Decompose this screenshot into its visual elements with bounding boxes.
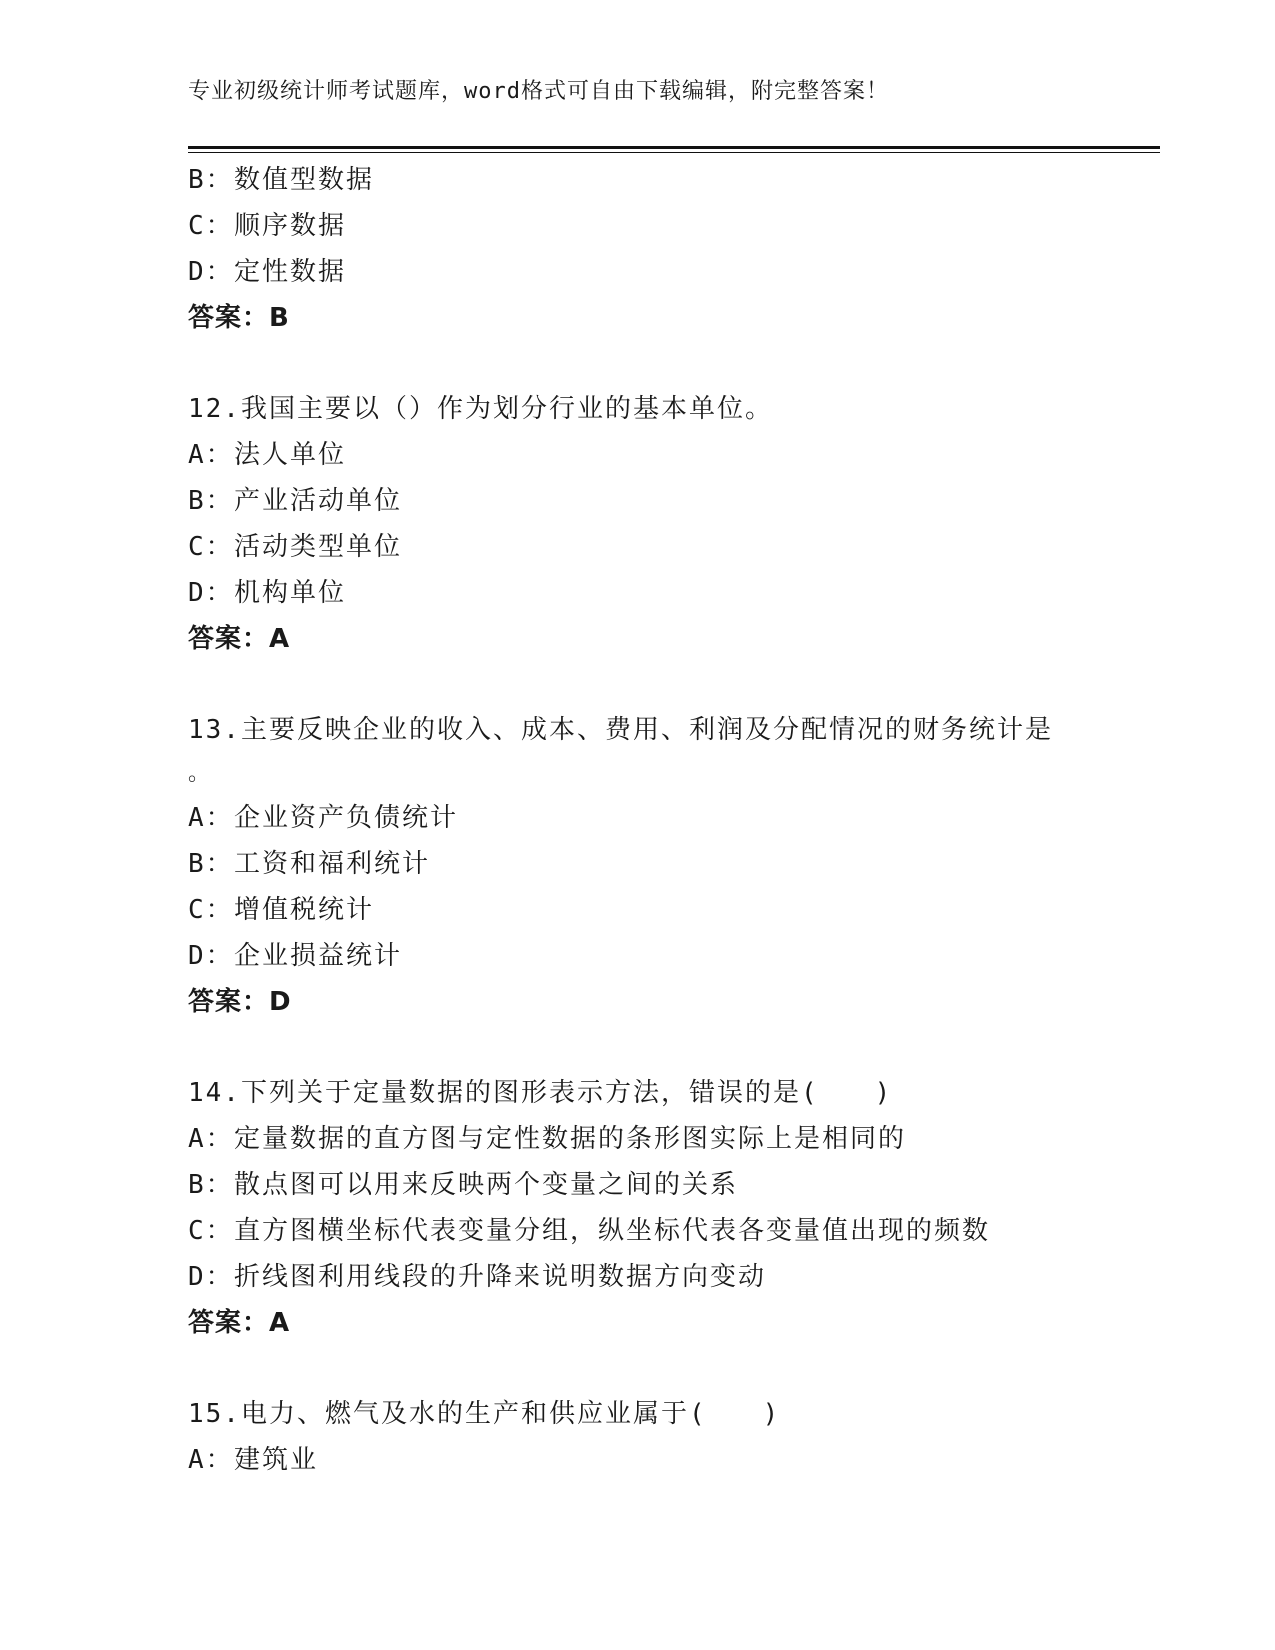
option-b: B：散点图可以用来反映两个变量之间的关系 xyxy=(188,1170,739,1200)
question-15 xyxy=(188,1391,1168,1483)
option-b: B：工资和福利统计 xyxy=(188,849,431,879)
question-11 xyxy=(188,157,1168,341)
question-12 xyxy=(188,386,1168,662)
option-d: D：折线图利用线段的升降来说明数据方向变动 xyxy=(188,1262,767,1292)
question-13 xyxy=(188,707,1168,1025)
option-b: B：产业活动单位 xyxy=(188,486,403,516)
option-c: C：顺序数据 xyxy=(188,211,347,241)
option-a: A：企业资产负债统计 xyxy=(188,803,459,833)
option-d: D：企业损益统计 xyxy=(188,941,403,971)
option-d: D：定性数据 xyxy=(188,257,347,287)
answer: 答案：D xyxy=(188,987,292,1017)
question-list xyxy=(188,157,1168,1483)
question-stem-continuation: 。 xyxy=(188,761,213,786)
option-c: C：直方图横坐标代表变量分组，纵坐标代表各变量值出现的频数 xyxy=(188,1216,991,1246)
option-a: A：建筑业 xyxy=(188,1445,319,1475)
question-14 xyxy=(188,1070,1168,1346)
question-stem: 13.主要反映企业的收入、成本、费用、利润及分配情况的财务统计是 xyxy=(188,715,1053,745)
question-stem: 15.电力、燃气及水的生产和供应业属于( ) xyxy=(188,1399,781,1429)
option-a: A：法人单位 xyxy=(188,440,347,470)
question-stem: 14.下列关于定量数据的图形表示方法，错误的是( ) xyxy=(188,1078,893,1108)
answer: 答案：B xyxy=(188,303,290,333)
option-c: C：活动类型单位 xyxy=(188,532,403,562)
option-d: D：机构单位 xyxy=(188,578,347,608)
answer: 答案：A xyxy=(188,1308,291,1338)
header-rule-thick xyxy=(188,146,1160,149)
page-header: 专业初级统计师考试题库，word格式可自由下载编辑，附完整答案！ xyxy=(188,79,889,104)
option-c: C：增值税统计 xyxy=(188,895,375,925)
header-rule-thin xyxy=(188,152,1160,153)
option-a: A：定量数据的直方图与定性数据的条形图实际上是相同的 xyxy=(188,1124,907,1154)
option-b: B：数值型数据 xyxy=(188,165,375,195)
question-stem: 12.我国主要以（）作为划分行业的基本单位。 xyxy=(188,394,773,424)
answer: 答案：A xyxy=(188,624,291,654)
